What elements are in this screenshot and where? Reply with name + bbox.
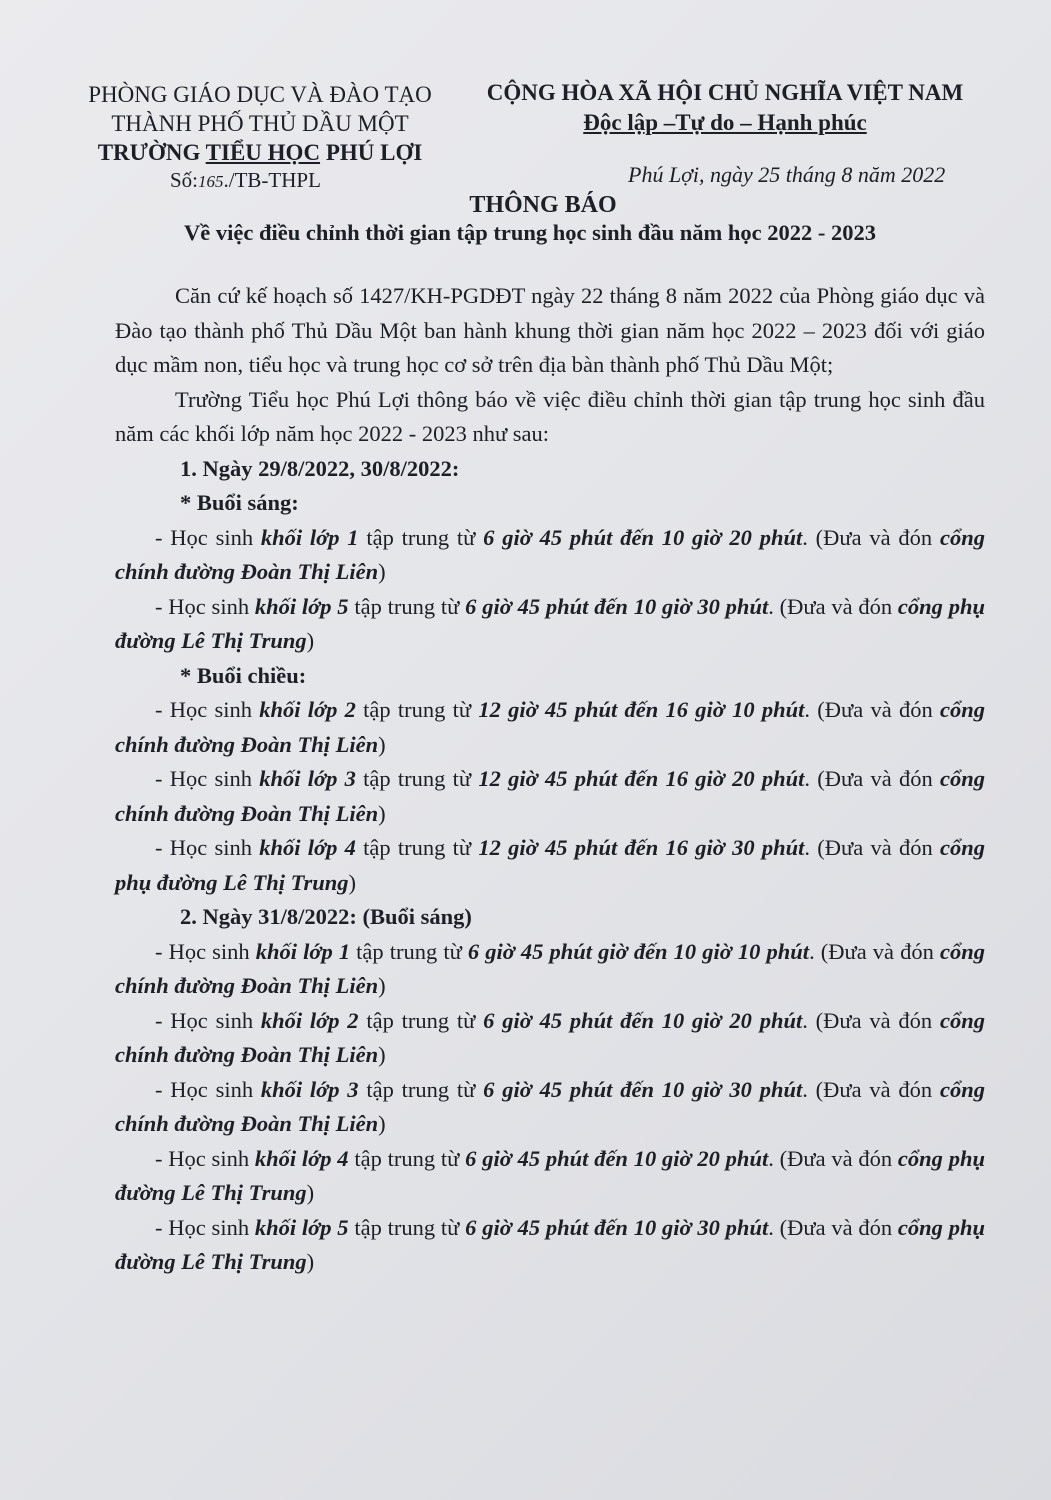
list-item: - Học sinh khối lớp 4 tập trung từ 6 giờ 45 phút đến 10 giờ 20 phút. (Đưa và đón cổng phụ đường Lê Thị Trung): [115, 1145, 985, 1205]
document-number: [170, 168, 321, 193]
date-line: Phú Lợi, ngày 25 tháng 8 năm 2022: [628, 162, 946, 187]
doc-no-number: 165: [198, 172, 224, 191]
list-item: - Học sinh khối lớp 2 tập trung từ 6 giờ 45 phút đến 10 giờ 20 phút. (Đưa và đón cổng chính đường Đoàn Thị Liên): [115, 1007, 985, 1067]
agency-line-1: PHÒNG GIÁO DỤC VÀ ĐÀO TẠO: [88, 82, 432, 107]
doc-no-suffix: ./TB-THPL: [223, 168, 321, 192]
document-body: [115, 279, 985, 1280]
morning-label: * Buổi sáng:: [180, 490, 299, 515]
agency-line-2: THÀNH PHỐ THỦ DẦU MỘT: [111, 111, 409, 136]
document-title: THÔNG BÁO: [469, 192, 617, 218]
list-item: - Học sinh khối lớp 1 tập trung từ 6 giờ 45 phút giờ đến 10 giờ 10 phút. (Đưa và đón cổng chính đường Đoàn Thị Liên): [115, 938, 985, 998]
intro-paragraph-1: Căn cứ kế hoạch số 1427/KH-PGDĐT ngày 22 tháng 8 năm 2022 của Phòng giáo dục và Đào tạo thành phố Thủ Dầu Một ban hành khung thời gian năm học 2022 – 2023 đối với giáo dục mầm non, tiểu học và trung học cơ sở trên địa bàn thành phố Thủ Dầu Một;: [115, 283, 985, 377]
school-mid: TIỂU HỌC: [205, 140, 321, 165]
nation-name: CỘNG HÒA XÃ HỘI CHỦ NGHĨA VIỆT NAM: [486, 80, 964, 105]
list-item: - Học sinh khối lớp 4 tập trung từ 12 giờ 45 phút đến 16 giờ 30 phút. (Đưa và đón cổng phụ đường Lê Thị Trung): [115, 835, 985, 895]
list-item: - Học sinh khối lớp 5 tập trung từ 6 giờ 45 phút đến 10 giờ 30 phút. (Đưa và đón cổng phụ đường Lê Thị Trung): [115, 1214, 985, 1274]
list-item: - Học sinh khối lớp 3 tập trung từ 12 giờ 45 phút đến 16 giờ 20 phút. (Đưa và đón cổng chính đường Đoàn Thị Liên): [115, 766, 985, 826]
section-1-heading: 1. Ngày 29/8/2022, 30/8/2022:: [180, 455, 460, 481]
issuing-agency-block: [60, 80, 460, 167]
school-suffix: PHÚ LỢI: [320, 140, 423, 165]
section-2-heading: 2. Ngày 31/8/2022: (Buổi sáng): [180, 904, 472, 929]
list-item: - Học sinh khối lớp 1 tập trung từ 6 giờ 45 phút đến 10 giờ 20 phút. (Đưa và đón cổng chính đường Đoàn Thị Liên): [115, 524, 985, 584]
doc-no-prefix: Số:: [170, 168, 199, 192]
document-subtitle: Về việc điều chỉnh thời gian tập trung học sinh đầu năm học 2022 - 2023: [184, 220, 876, 245]
intro-paragraph-2: Trường Tiểu học Phú Lợi thông báo về việc điều chỉnh thời gian tập trung học sinh đầu năm các khối lớp năm học 2022 - 2023 như sau:: [115, 386, 985, 446]
national-header: [470, 78, 980, 138]
afternoon-label: * Buổi chiều:: [180, 662, 307, 688]
list-item: - Học sinh khối lớp 5 tập trung từ 6 giờ 45 phút đến 10 giờ 30 phút. (Đưa và đón cổng phụ đường Lê Thị Trung): [115, 593, 985, 653]
national-motto: Độc lập –Tự do – Hạnh phúc: [583, 110, 867, 135]
list-item: - Học sinh khối lớp 3 tập trung từ 6 giờ 45 phút đến 10 giờ 30 phút. (Đưa và đón cổng chính đường Đoàn Thị Liên): [115, 1076, 985, 1136]
school-name: [60, 138, 460, 167]
school-prefix: TRƯỜNG: [97, 140, 206, 165]
list-item: - Học sinh khối lớp 2 tập trung từ 12 giờ 45 phút đến 16 giờ 10 phút. (Đưa và đón cổng chính đường Đoàn Thị Liên): [115, 697, 985, 757]
